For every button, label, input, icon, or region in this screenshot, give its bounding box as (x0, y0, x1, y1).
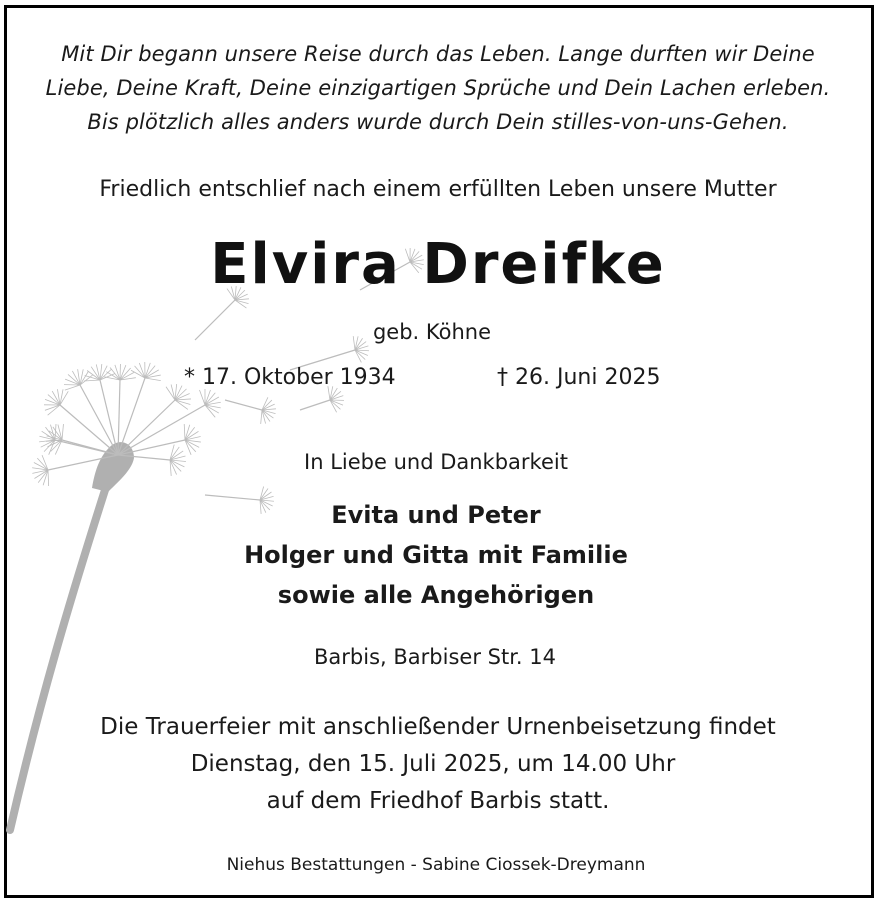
intro-text: Friedlich entschlief nach einem erfüllten Leben unsere Mutter (99, 177, 777, 202)
death-date: † 26. Juni 2025 (497, 365, 661, 390)
undertaker-text: Niehus Bestattungen - Sabine Ciossek-Dreymann (226, 855, 646, 875)
mourner-line-1: Evita und Peter (331, 501, 541, 529)
funeral-line-2: Dienstag, den 15. Juli 2025, um 14.00 Uhr (190, 751, 676, 777)
verse-line-1: Mit Dir begann unsere Reise durch das Leben. Lange durften wir Deine (61, 42, 815, 66)
maiden-name: geb. Köhne (372, 320, 492, 344)
deceased-name: Elvira Dreifke (210, 232, 666, 297)
mourner-line-2: Holger und Gitta mit Familie (244, 541, 628, 569)
funeral-line-1: Die Trauerfeier mit anschließender Urnenbeisetzung findet (100, 714, 776, 740)
verse-line-2: Liebe, Deine Kraft, Deine einzigartigen Sprüche und Dein Lachen erleben. (45, 76, 831, 100)
address-text: Barbis, Barbiser Str. 14 (314, 645, 556, 669)
thanks-text: In Liebe und Dankbarkeit (304, 450, 568, 474)
birth-date: * 17. Oktober 1934 (184, 365, 396, 390)
funeral-line-3: auf dem Friedhof Barbis statt. (266, 788, 610, 814)
mourner-line-3: sowie alle Angehörigen (277, 581, 595, 609)
verse-line-3: Bis plötzlich alles anders wurde durch Dein stilles-von-uns-Gehen. (87, 110, 789, 134)
